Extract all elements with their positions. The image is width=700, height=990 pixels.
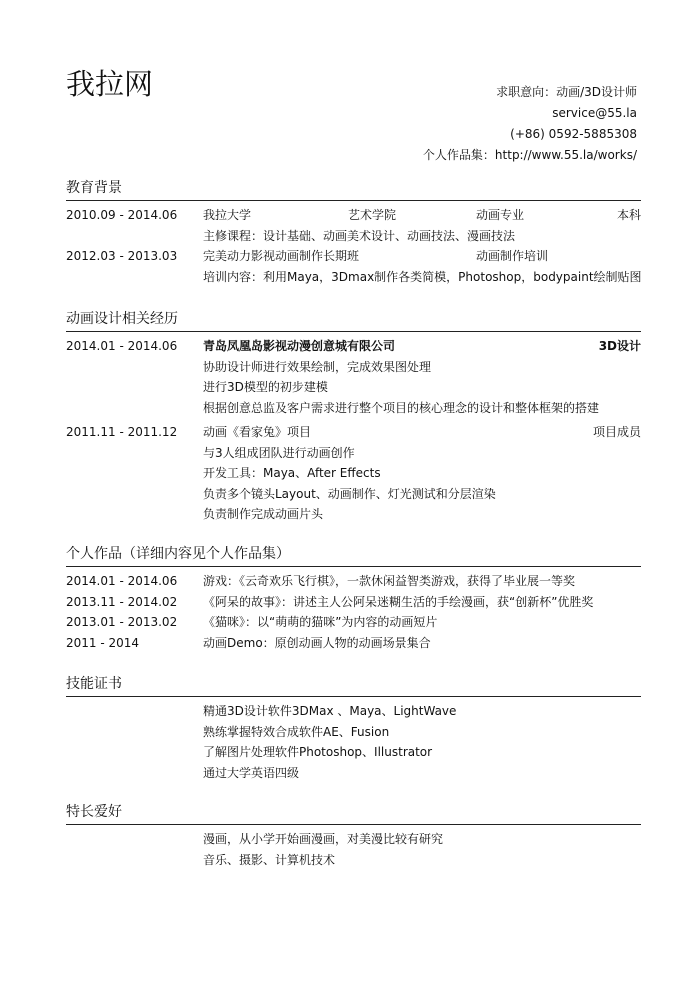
hobby-line — [66, 829, 641, 850]
contact-block — [423, 82, 637, 166]
work-entry — [66, 612, 641, 633]
skill-line — [66, 701, 641, 722]
line-text: 了解图片处理软件Photoshop、Illustrator — [203, 745, 433, 759]
section-title: 动画设计相关经历 — [66, 309, 641, 332]
experience-line — [66, 377, 641, 398]
experience-section — [66, 309, 641, 525]
skills-section — [66, 674, 641, 783]
work-entry — [66, 633, 641, 654]
work-text: 游戏：《云奇欢乐飞行棋》，一款休闲益智类游戏，获得了毕业展一等奖 — [203, 574, 576, 588]
experience-entry — [66, 336, 641, 357]
entry-date: 2012.03 - 2013.03 — [66, 249, 178, 263]
skill-line — [66, 742, 641, 763]
entry-date: 2013.01 - 2013.02 — [66, 615, 178, 629]
work-text: 动画Demo：原创动画人物的动画场景集合 — [203, 635, 431, 650]
works-section — [66, 544, 641, 653]
entry-date: 2014.01 - 2014.06 — [66, 574, 178, 588]
line-text: 根据创意总监及客户需求进行整个项目的核心理念的设计和整体框架的搭建 — [203, 400, 600, 415]
role: 3D设计 — [598, 339, 641, 353]
phone: (+86) 0592-5885308 — [510, 127, 637, 141]
education-entry — [66, 205, 641, 226]
work-text: 《阿呆的故事》：讲述主人公阿呆迷糊生活的手绘漫画，获“创新杯”优胜奖 — [203, 594, 594, 609]
line-text: 负责制作完成动画片头 — [203, 507, 324, 521]
role: 项目成员 — [592, 425, 641, 439]
entry-date: 2011 - 2014 — [66, 635, 140, 650]
major: 动画制作培训 — [476, 249, 549, 263]
skill-line — [66, 722, 641, 743]
section-title: 特长爱好 — [66, 802, 641, 825]
entry-date: 2013.11 - 2014.02 — [66, 594, 178, 609]
education-detail — [66, 226, 641, 247]
work-entry — [66, 571, 641, 592]
line-text: 负责多个镜头Layout、动画制作、灯光测试和分层渲染 — [203, 486, 496, 501]
work-entry — [66, 592, 641, 613]
detail-text: 主修课程：设计基础、动画美术设计、动画技法、漫画技法 — [203, 228, 516, 243]
line-text: 进行3D模型的初步建模 — [203, 380, 328, 394]
education-section — [66, 178, 641, 287]
section-title: 技能证书 — [66, 674, 641, 697]
experience-line — [66, 504, 641, 525]
hobbies-section — [66, 802, 641, 870]
hobby-line — [66, 850, 641, 871]
line-text: 熟练掌握特效合成软件AE、Fusion — [203, 724, 390, 739]
applicant-name: 我拉网 — [66, 67, 154, 101]
experience-line — [66, 398, 641, 419]
line-text: 漫画，从小学开始画漫画，对美漫比较有研究 — [203, 832, 444, 846]
education-entry — [66, 246, 641, 267]
degree: 本科 — [616, 208, 641, 222]
line-text: 精通3D设计软件3DMax 、Maya、LightWave — [203, 704, 457, 718]
line-text: 协助设计师进行效果绘制，完成效果图处理 — [203, 359, 432, 374]
detail-text: 培训内容：利用Maya，3Dmax制作各类简模，Photoshop，bodypaint绘制贴图 — [203, 269, 642, 284]
email: service@55.la — [552, 106, 637, 120]
job-objective: 求职意向：动画/3D设计师 — [496, 85, 637, 99]
line-text: 与3人组成团队进行动画创作 — [203, 445, 355, 460]
school: 完美动力影视动画制作长期班 — [203, 249, 360, 263]
education-detail — [66, 267, 641, 288]
experience-line — [66, 463, 641, 484]
experience-line — [66, 484, 641, 505]
section-title: 教育背景 — [66, 178, 641, 201]
line-text: 音乐、摄影、计算机技术 — [203, 852, 336, 867]
work-text: 《猫咪》：以“萌萌的猫咪”为内容的动画短片 — [203, 615, 438, 629]
skill-line — [66, 763, 641, 784]
college: 艺术学院 — [348, 208, 397, 222]
experience-line — [66, 357, 641, 378]
line-text: 通过大学英语四级 — [203, 765, 300, 780]
experience-line — [66, 443, 641, 464]
organization: 动画《看家兔》项目 — [203, 425, 312, 439]
section-title: 个人作品（详细内容见个人作品集） — [66, 544, 641, 567]
entry-date: 2011.11 - 2011.12 — [66, 425, 178, 439]
portfolio-link: 个人作品集：http://www.55.la/works/ — [422, 148, 637, 162]
major: 动画专业 — [476, 208, 525, 222]
organization: 青岛凤凰岛影视动漫创意城有限公司 — [203, 339, 396, 353]
experience-entry — [66, 422, 641, 443]
entry-date: 2014.01 - 2014.06 — [66, 339, 178, 353]
entry-date: 2010.09 - 2014.06 — [66, 208, 178, 222]
school: 我拉大学 — [203, 208, 252, 222]
line-text: 开发工具：Maya、After Effects — [203, 466, 381, 480]
